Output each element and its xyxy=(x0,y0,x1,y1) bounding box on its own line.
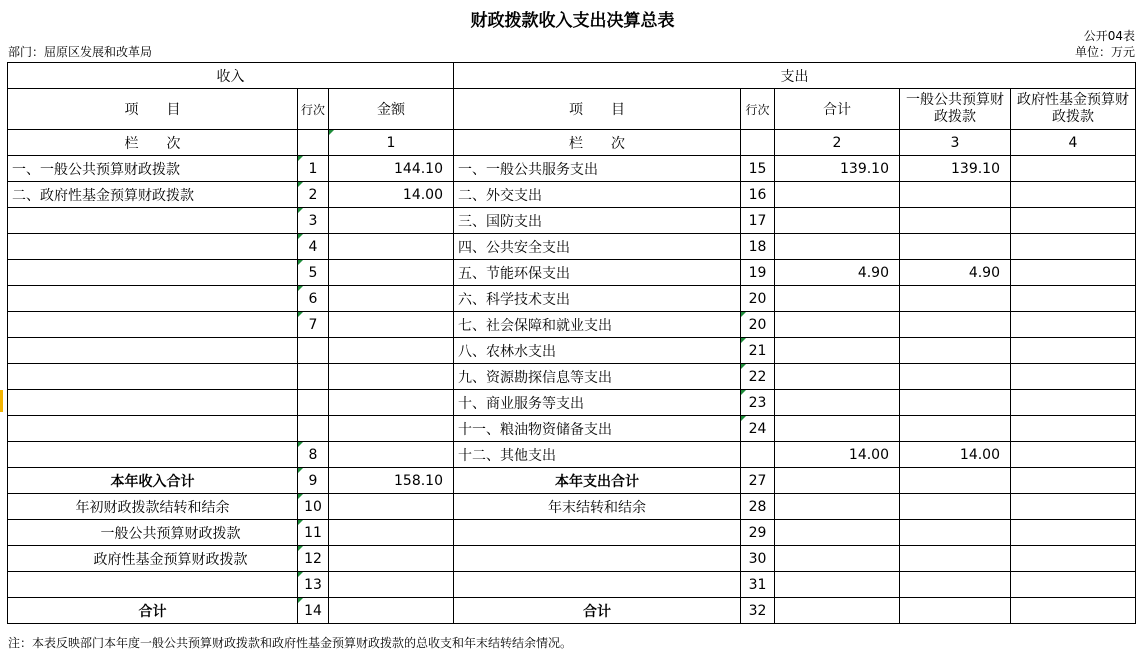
spreadsheet-table xyxy=(7,62,1136,624)
expense-fund-cell[interactable] xyxy=(1011,546,1136,572)
expense-general-cell[interactable]: 139.10 xyxy=(900,156,1011,182)
expense-rowno-cell[interactable] xyxy=(741,442,775,468)
expense-fund-cell[interactable] xyxy=(1011,494,1136,520)
expense-total-cell[interactable] xyxy=(775,182,900,208)
expense-item-cell[interactable]: 七、社会保障和就业支出 xyxy=(454,312,741,338)
expense-item-cell[interactable]: 年末结转和结余 xyxy=(454,494,741,520)
income-amount-cell[interactable] xyxy=(329,286,454,312)
expense-fund-cell[interactable] xyxy=(1011,208,1136,234)
expense-item-cell[interactable] xyxy=(454,520,741,546)
expense-rowno-cell[interactable]: 23 xyxy=(741,390,775,416)
expense-fund-cell[interactable] xyxy=(1011,598,1136,624)
income-item-cell[interactable] xyxy=(8,572,298,598)
income-rowno-cell[interactable]: 1 xyxy=(298,156,329,182)
income-amount-cell[interactable]: 144.10 xyxy=(329,156,454,182)
income-rowno-cell[interactable] xyxy=(298,338,329,364)
form-number: 公开04表 xyxy=(1083,29,1135,43)
column-number-1[interactable]: 1 xyxy=(329,130,454,156)
income-header[interactable]: 收入 xyxy=(8,63,454,89)
table-row xyxy=(8,468,1136,494)
expense-total-cell[interactable] xyxy=(775,494,900,520)
expense-rowno-cell[interactable]: 28 xyxy=(741,494,775,520)
expense-fund-cell[interactable] xyxy=(1011,156,1136,182)
expense-rowno-cell[interactable]: 21 xyxy=(741,338,775,364)
expense-item-cell[interactable]: 十二、其他支出 xyxy=(454,442,741,468)
expense-total-cell[interactable] xyxy=(775,234,900,260)
income-amount-cell[interactable] xyxy=(329,598,454,624)
expense-general-cell[interactable] xyxy=(900,364,1011,390)
income-item-cell[interactable]: 一般公共预算财政拨款 xyxy=(8,520,298,546)
income-rowno-cell[interactable]: 8 xyxy=(298,442,329,468)
expense-fund-cell[interactable] xyxy=(1011,520,1136,546)
table-row xyxy=(8,312,1136,338)
income-item-cell[interactable] xyxy=(8,338,298,364)
income-rowno-cell[interactable]: 12 xyxy=(298,546,329,572)
income-amount-cell[interactable] xyxy=(329,546,454,572)
expense-fund-cell[interactable] xyxy=(1011,182,1136,208)
expense-rowno-cell[interactable]: 18 xyxy=(741,234,775,260)
expense-general-cell[interactable] xyxy=(900,468,1011,494)
expense-rowno-cell[interactable]: 27 xyxy=(741,468,775,494)
income-rowno-cell[interactable]: 6 xyxy=(298,286,329,312)
expense-total-cell[interactable] xyxy=(775,546,900,572)
income-item-cell[interactable] xyxy=(8,442,298,468)
expense-rowno-cell[interactable]: 30 xyxy=(741,546,775,572)
expense-total-cell[interactable]: 139.10 xyxy=(775,156,900,182)
expense-fund-cell[interactable] xyxy=(1011,468,1136,494)
table-row xyxy=(8,416,1136,442)
expense-item-cell[interactable]: 二、外交支出 xyxy=(454,182,741,208)
expense-rowno-header[interactable]: 行次 xyxy=(741,89,775,130)
row-selection-marker xyxy=(0,390,3,412)
column-number-2[interactable]: 2 xyxy=(775,130,900,156)
column-label-blank[interactable] xyxy=(298,130,329,156)
table-row xyxy=(8,364,1136,390)
income-rowno-cell[interactable] xyxy=(298,390,329,416)
income-rowno-cell[interactable]: 14 xyxy=(298,598,329,624)
income-item-cell[interactable]: 本年收入合计 xyxy=(8,468,298,494)
expense-general-cell[interactable] xyxy=(900,520,1011,546)
expense-total-cell[interactable] xyxy=(775,286,900,312)
expense-item-cell[interactable]: 十一、粮油物资储备支出 xyxy=(454,416,741,442)
income-amount-cell[interactable] xyxy=(329,442,454,468)
income-amount-cell[interactable] xyxy=(329,520,454,546)
income-item-cell[interactable] xyxy=(8,312,298,338)
table-row xyxy=(8,156,1136,182)
table-row xyxy=(8,598,1136,624)
expense-fund-cell[interactable] xyxy=(1011,442,1136,468)
income-rowno-cell[interactable]: 5 xyxy=(298,260,329,286)
footnote: 注：本表反映部门本年度一般公共预算财政拨款和政府性基金预算财政拨款的总收支和年末结转结余情况。 xyxy=(8,636,573,650)
income-rowno-cell[interactable] xyxy=(298,416,329,442)
expense-item-cell[interactable]: 八、农林水支出 xyxy=(454,338,741,364)
income-item-header-text: 项 目 xyxy=(124,102,181,118)
expense-item-cell[interactable] xyxy=(454,546,741,572)
expense-general-cell[interactable] xyxy=(900,546,1011,572)
page-title: 财政拨款收入支出决算总表 xyxy=(470,11,675,31)
income-item-cell[interactable]: 政府性基金预算财政拨款 xyxy=(8,546,298,572)
expense-fund-cell[interactable] xyxy=(1011,312,1136,338)
expense-fund-cell[interactable] xyxy=(1011,416,1136,442)
expense-rowno-cell[interactable]: 15 xyxy=(741,156,775,182)
expense-fund-cell[interactable] xyxy=(1011,364,1136,390)
income-amount-cell[interactable] xyxy=(329,312,454,338)
expense-general-cell[interactable] xyxy=(900,234,1011,260)
table-row xyxy=(8,520,1136,546)
income-rowno-cell[interactable]: 10 xyxy=(298,494,329,520)
expense-total-cell[interactable] xyxy=(775,416,900,442)
income-amount-cell[interactable] xyxy=(329,390,454,416)
income-rowno-cell[interactable] xyxy=(298,364,329,390)
expense-total-cell[interactable] xyxy=(775,520,900,546)
expense-general-cell[interactable] xyxy=(900,494,1011,520)
expense-item-cell[interactable]: 六、科学技术支出 xyxy=(454,286,741,312)
expense-fund-cell[interactable] xyxy=(1011,390,1136,416)
expense-general-cell[interactable]: 14.00 xyxy=(900,442,1011,468)
expense-general-cell[interactable] xyxy=(900,208,1011,234)
expense-total-cell[interactable] xyxy=(775,598,900,624)
department-label: 部门：屈原区发展和改革局 xyxy=(8,45,153,59)
expense-item-cell[interactable]: 本年支出合计 xyxy=(454,468,741,494)
gov-fund-header[interactable]: 政府性基金预算财政拨款 xyxy=(1011,89,1136,130)
expense-rowno-cell[interactable]: 19 xyxy=(741,260,775,286)
expense-total-cell[interactable] xyxy=(775,390,900,416)
expense-item-cell[interactable] xyxy=(454,572,741,598)
income-rowno-header[interactable]: 行次 xyxy=(298,89,329,130)
expense-rowno-cell[interactable]: 22 xyxy=(741,364,775,390)
table-row xyxy=(8,260,1136,286)
income-item-cell[interactable] xyxy=(8,416,298,442)
income-amount-cell[interactable] xyxy=(329,234,454,260)
expense-fund-cell[interactable] xyxy=(1011,234,1136,260)
total-header[interactable]: 合计 xyxy=(775,89,900,130)
table-row xyxy=(8,208,1136,234)
expense-general-cell[interactable] xyxy=(900,338,1011,364)
expense-rowno-cell[interactable]: 32 xyxy=(741,598,775,624)
expense-total-cell[interactable] xyxy=(775,572,900,598)
income-amount-cell[interactable] xyxy=(329,208,454,234)
income-rowno-cell[interactable]: 4 xyxy=(298,234,329,260)
expense-rowno-cell[interactable]: 20 xyxy=(741,312,775,338)
column-label-income[interactable]: 栏 次 xyxy=(8,130,298,156)
income-rowno-cell[interactable]: 11 xyxy=(298,520,329,546)
income-item-cell[interactable] xyxy=(8,234,298,260)
expense-general-cell[interactable] xyxy=(900,390,1011,416)
income-rowno-cell[interactable]: 7 xyxy=(298,312,329,338)
table-row xyxy=(8,546,1136,572)
income-amount-cell[interactable] xyxy=(329,338,454,364)
income-item-cell[interactable]: 合计 xyxy=(8,598,298,624)
table-row xyxy=(8,234,1136,260)
income-item-cell[interactable] xyxy=(8,208,298,234)
income-item-cell[interactable] xyxy=(8,364,298,390)
income-rowno-cell[interactable]: 2 xyxy=(298,182,329,208)
table-row xyxy=(8,494,1136,520)
expense-fund-cell[interactable] xyxy=(1011,572,1136,598)
expense-total-cell[interactable] xyxy=(775,364,900,390)
expense-rowno-cell[interactable]: 24 xyxy=(741,416,775,442)
expense-total-cell[interactable] xyxy=(775,338,900,364)
expense-rowno-cell[interactable]: 17 xyxy=(741,208,775,234)
income-item-cell[interactable] xyxy=(8,286,298,312)
expense-total-cell[interactable]: 4.90 xyxy=(775,260,900,286)
expense-total-cell[interactable] xyxy=(775,312,900,338)
income-item-cell[interactable]: 二、政府性基金预算财政拨款 xyxy=(8,182,298,208)
amount-header[interactable]: 金额 xyxy=(329,89,454,130)
income-amount-cell[interactable] xyxy=(329,416,454,442)
column-number-3[interactable]: 3 xyxy=(900,130,1011,156)
expense-general-cell[interactable] xyxy=(900,286,1011,312)
expense-general-cell[interactable] xyxy=(900,598,1011,624)
income-amount-cell[interactable] xyxy=(329,494,454,520)
expense-fund-cell[interactable] xyxy=(1011,260,1136,286)
expense-rowno-cell[interactable]: 31 xyxy=(741,572,775,598)
general-budget-header[interactable]: 一般公共预算财政拨款 xyxy=(900,89,1011,130)
income-rowno-cell[interactable]: 13 xyxy=(298,572,329,598)
income-rowno-cell[interactable]: 3 xyxy=(298,208,329,234)
unit-label: 单位：万元 xyxy=(1074,45,1135,59)
table-row xyxy=(8,182,1136,208)
expense-rowno-cell[interactable]: 29 xyxy=(741,520,775,546)
income-amount-cell[interactable]: 158.10 xyxy=(329,468,454,494)
income-item-header[interactable] xyxy=(8,89,298,130)
table-row xyxy=(8,572,1136,598)
income-amount-cell[interactable]: 14.00 xyxy=(329,182,454,208)
expense-total-cell[interactable] xyxy=(775,468,900,494)
expense-item-cell[interactable]: 合计 xyxy=(454,598,741,624)
expense-fund-cell[interactable] xyxy=(1011,338,1136,364)
expense-item-cell[interactable]: 五、节能环保支出 xyxy=(454,260,741,286)
income-amount-cell[interactable] xyxy=(329,260,454,286)
expense-item-cell[interactable]: 九、资源勘探信息等支出 xyxy=(454,364,741,390)
expense-fund-cell[interactable] xyxy=(1011,286,1136,312)
column-label-blank-2[interactable] xyxy=(741,130,775,156)
expense-item-cell[interactable]: 十、商业服务等支出 xyxy=(454,390,741,416)
expense-general-cell[interactable] xyxy=(900,182,1011,208)
income-item-cell[interactable]: 年初财政拨款结转和结余 xyxy=(8,494,298,520)
expense-item-cell[interactable]: 四、公共安全支出 xyxy=(454,234,741,260)
table-row xyxy=(8,286,1136,312)
income-amount-cell[interactable] xyxy=(329,364,454,390)
column-label-expense[interactable]: 栏 次 xyxy=(454,130,741,156)
table-row xyxy=(8,442,1136,468)
table-row xyxy=(8,338,1136,364)
expense-rowno-cell[interactable]: 16 xyxy=(741,182,775,208)
expense-item-cell[interactable]: 一、一般公共服务支出 xyxy=(454,156,741,182)
expense-total-cell[interactable] xyxy=(775,208,900,234)
expense-item-header[interactable]: 项 目 xyxy=(454,89,741,130)
income-item-cell[interactable] xyxy=(8,390,298,416)
expense-general-cell[interactable]: 4.90 xyxy=(900,260,1011,286)
income-item-cell[interactable] xyxy=(8,260,298,286)
expense-total-cell[interactable]: 14.00 xyxy=(775,442,900,468)
table-row xyxy=(8,390,1136,416)
column-number-4[interactable]: 4 xyxy=(1011,130,1136,156)
expense-general-cell[interactable] xyxy=(900,312,1011,338)
income-amount-cell[interactable] xyxy=(329,572,454,598)
income-rowno-cell[interactable]: 9 xyxy=(298,468,329,494)
expense-item-cell[interactable]: 三、国防支出 xyxy=(454,208,741,234)
income-item-cell[interactable]: 一、一般公共预算财政拨款 xyxy=(8,156,298,182)
expense-header[interactable]: 支出 xyxy=(454,63,1136,89)
expense-general-cell[interactable] xyxy=(900,572,1011,598)
expense-general-cell[interactable] xyxy=(900,416,1011,442)
expense-rowno-cell[interactable]: 20 xyxy=(741,286,775,312)
